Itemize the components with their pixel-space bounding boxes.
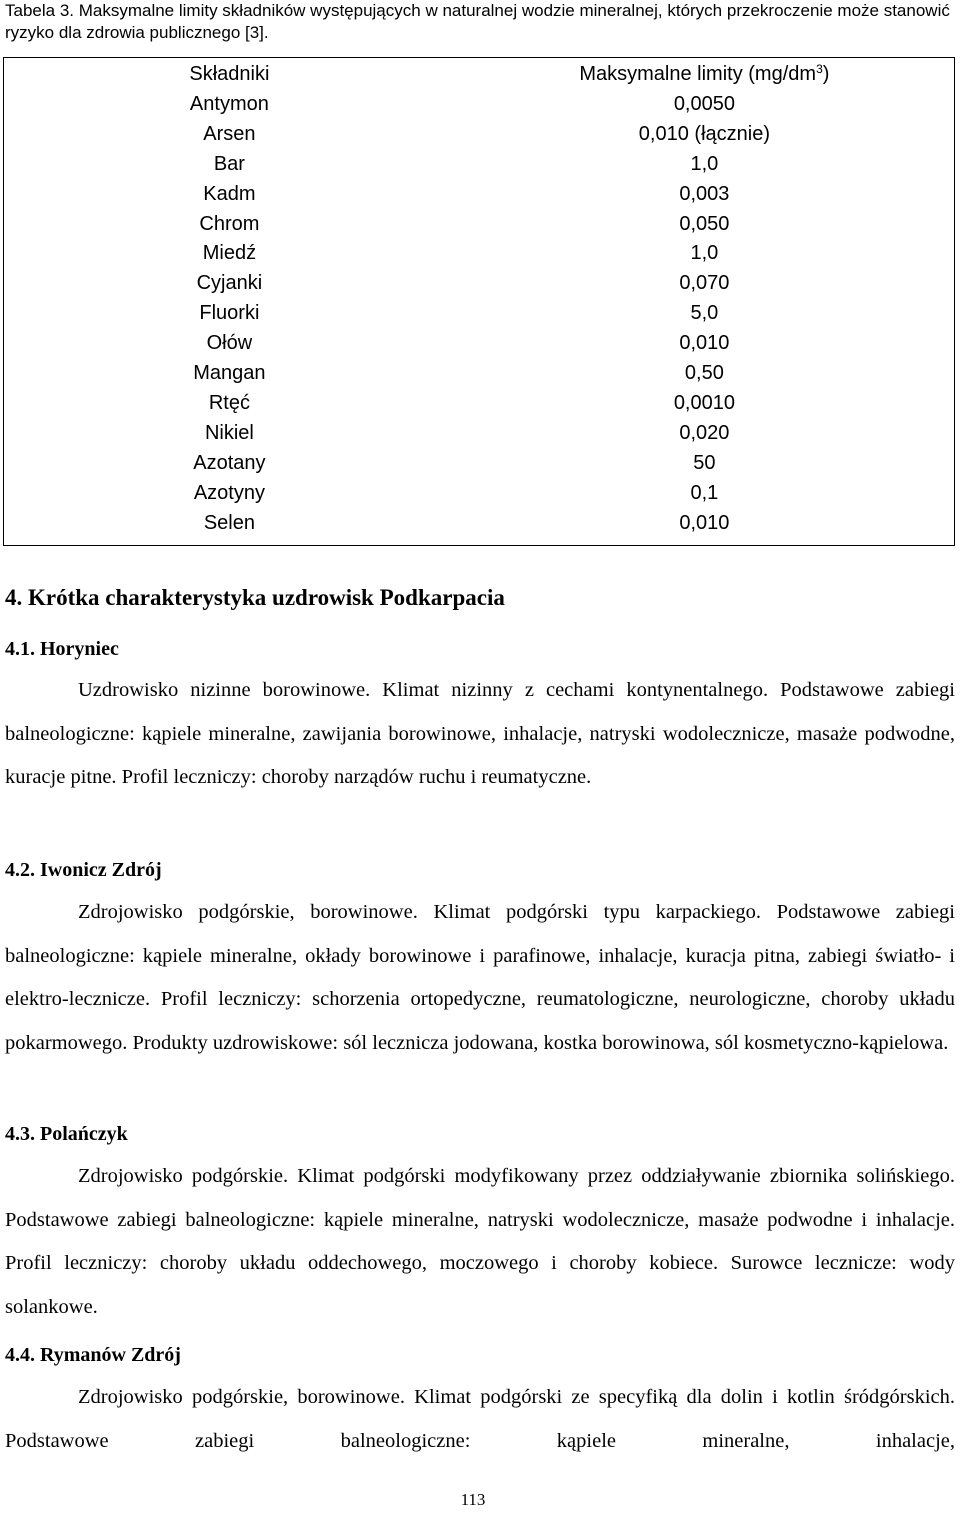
- subsection-text-rymanow: Zdrojowisko podgórskie, borowinowe. Klimat podgórski ze specyfiką dla dolin i kotlin śródgórskich. Podstawowe zabiegi balneologiczne: kąpiele mineralne, inhalacje,: [5, 1386, 955, 1452]
- subsection-title-horyniec: 4.1. Horyniec: [5, 638, 119, 660]
- component-cell: Arsen: [203, 122, 256, 145]
- table-row: [4, 359, 955, 389]
- component-cell: Nikiel: [204, 421, 254, 444]
- table-row: [4, 449, 955, 479]
- subsection-title-polanczyk: 4.3. Polańczyk: [5, 1123, 128, 1145]
- header-limit-superscript: 3: [816, 62, 823, 76]
- table-caption: Tabela 3. Maksymalne limity składników występujących w naturalnej wodzie mineralnej, których przekroczenie może stanowić ryzyko dla zdrowia publicznego [3].: [5, 1, 950, 42]
- limit-cell: 1,0: [690, 152, 719, 175]
- table-header-row: [4, 58, 955, 90]
- table-row: [4, 90, 955, 120]
- limit-cell: 0,010: [679, 332, 730, 355]
- limit-cell: 0,50: [684, 362, 724, 385]
- component-cell: Rtęć: [208, 391, 250, 414]
- component-cell: Selen: [203, 511, 255, 534]
- limit-cell: 0,010: [679, 511, 730, 534]
- table-row: [4, 180, 955, 210]
- subsection-title-rymanow: 4.4. Rymanów Zdrój: [5, 1344, 181, 1366]
- table-row: [4, 269, 955, 299]
- page-number: 113: [460, 1490, 486, 1509]
- subsection-text-horyniec: Uzdrowisko nizinne borowinowe. Klimat nizinny z cechami kontynentalnego. Podstawowe zabiegi balneologiczne: kąpiele mineralne, zawijania borowinowe, inhalacje, natryski wodolecznicze, masaże podwodne, kuracje pitne. Profil leczniczy: choroby narządów ruchu i reumatyczne.: [5, 679, 955, 789]
- component-cell: Azotyny: [193, 481, 265, 504]
- limit-cell: 0,010 (łącznie): [638, 122, 770, 145]
- component-cell: Azotany: [193, 451, 266, 474]
- limit-cell: 0,0010: [673, 391, 735, 414]
- component-cell: Cyjanki: [196, 272, 263, 295]
- component-cell: Miedź: [202, 242, 257, 265]
- header-component: Składniki: [189, 63, 270, 85]
- table-row: [4, 120, 955, 150]
- component-cell: Kadm: [203, 182, 256, 205]
- component-cell: Chrom: [199, 212, 260, 235]
- limit-cell: 0,070: [679, 272, 730, 295]
- table-row: [4, 509, 955, 545]
- component-cell: Ołów: [206, 332, 253, 355]
- limit-cell: 0,003: [679, 182, 730, 205]
- table-row: [4, 329, 955, 359]
- limit-cell: 50: [693, 451, 716, 474]
- component-cell: Mangan: [193, 362, 266, 385]
- table-row: [4, 419, 955, 449]
- section-title: 4. Krótka charakterystyka uzdrowisk Podkarpacia: [5, 585, 505, 610]
- table-row: [4, 150, 955, 180]
- subsection-text-polanczyk: Zdrojowisko podgórskie. Klimat podgórski modyfikowany przez oddziaływanie zbiornika solińskiego. Podstawowe zabiegi balneologiczne: kąpiele mineralne, natryski wodolecznicze, masaże podwodne i inhalacje. Profil leczniczy: choroby układu oddechowego, moczowego i choroby kobiece. Surowce lecznicze: wody solankowe.: [5, 1165, 955, 1318]
- subsection-title-iwonicz: 4.2. Iwonicz Zdrój: [5, 859, 162, 881]
- limit-cell: 0,050: [679, 212, 730, 235]
- table-row: [4, 299, 955, 329]
- subsection-text-iwonicz: Zdrojowisko podgórskie, borowinowe. Klimat podgórski typu karpackiego. Podstawowe zabiegi balneologiczne: kąpiele mineralne, okłady borowinowe i parafinowe, inhalacje, kuracja pitna, zabiegi światło- i elektro-lecznicze. Profil leczniczy: schorzenia ortopedyczne, reumatologiczne, neurologiczne, choroby układu pokarmowego. Produkty uzdrowiskowe: sól lecznicza jodowana, kostka borowinowa, sól kosmetyczno-kąpielowa.: [5, 901, 955, 1054]
- header-limit-text: Maksymalne limity (mg/dm: [579, 63, 817, 85]
- table-row: [4, 210, 955, 240]
- limit-cell: 0,020: [679, 421, 730, 444]
- component-cell: Fluorki: [199, 302, 260, 325]
- component-cell: Antymon: [189, 92, 269, 115]
- table-row: [4, 239, 955, 269]
- header-limit: [455, 58, 955, 90]
- limits-table: [3, 57, 955, 546]
- header-limit-suffix: ): [822, 63, 830, 85]
- table-row: [4, 479, 955, 509]
- limit-cell: 0,0050: [673, 92, 735, 115]
- limit-cell: 5,0: [690, 302, 719, 325]
- table-row: [4, 389, 955, 419]
- limit-cell: 1,0: [690, 242, 719, 265]
- component-cell: Bar: [213, 152, 245, 175]
- limit-cell: 0,1: [690, 481, 719, 504]
